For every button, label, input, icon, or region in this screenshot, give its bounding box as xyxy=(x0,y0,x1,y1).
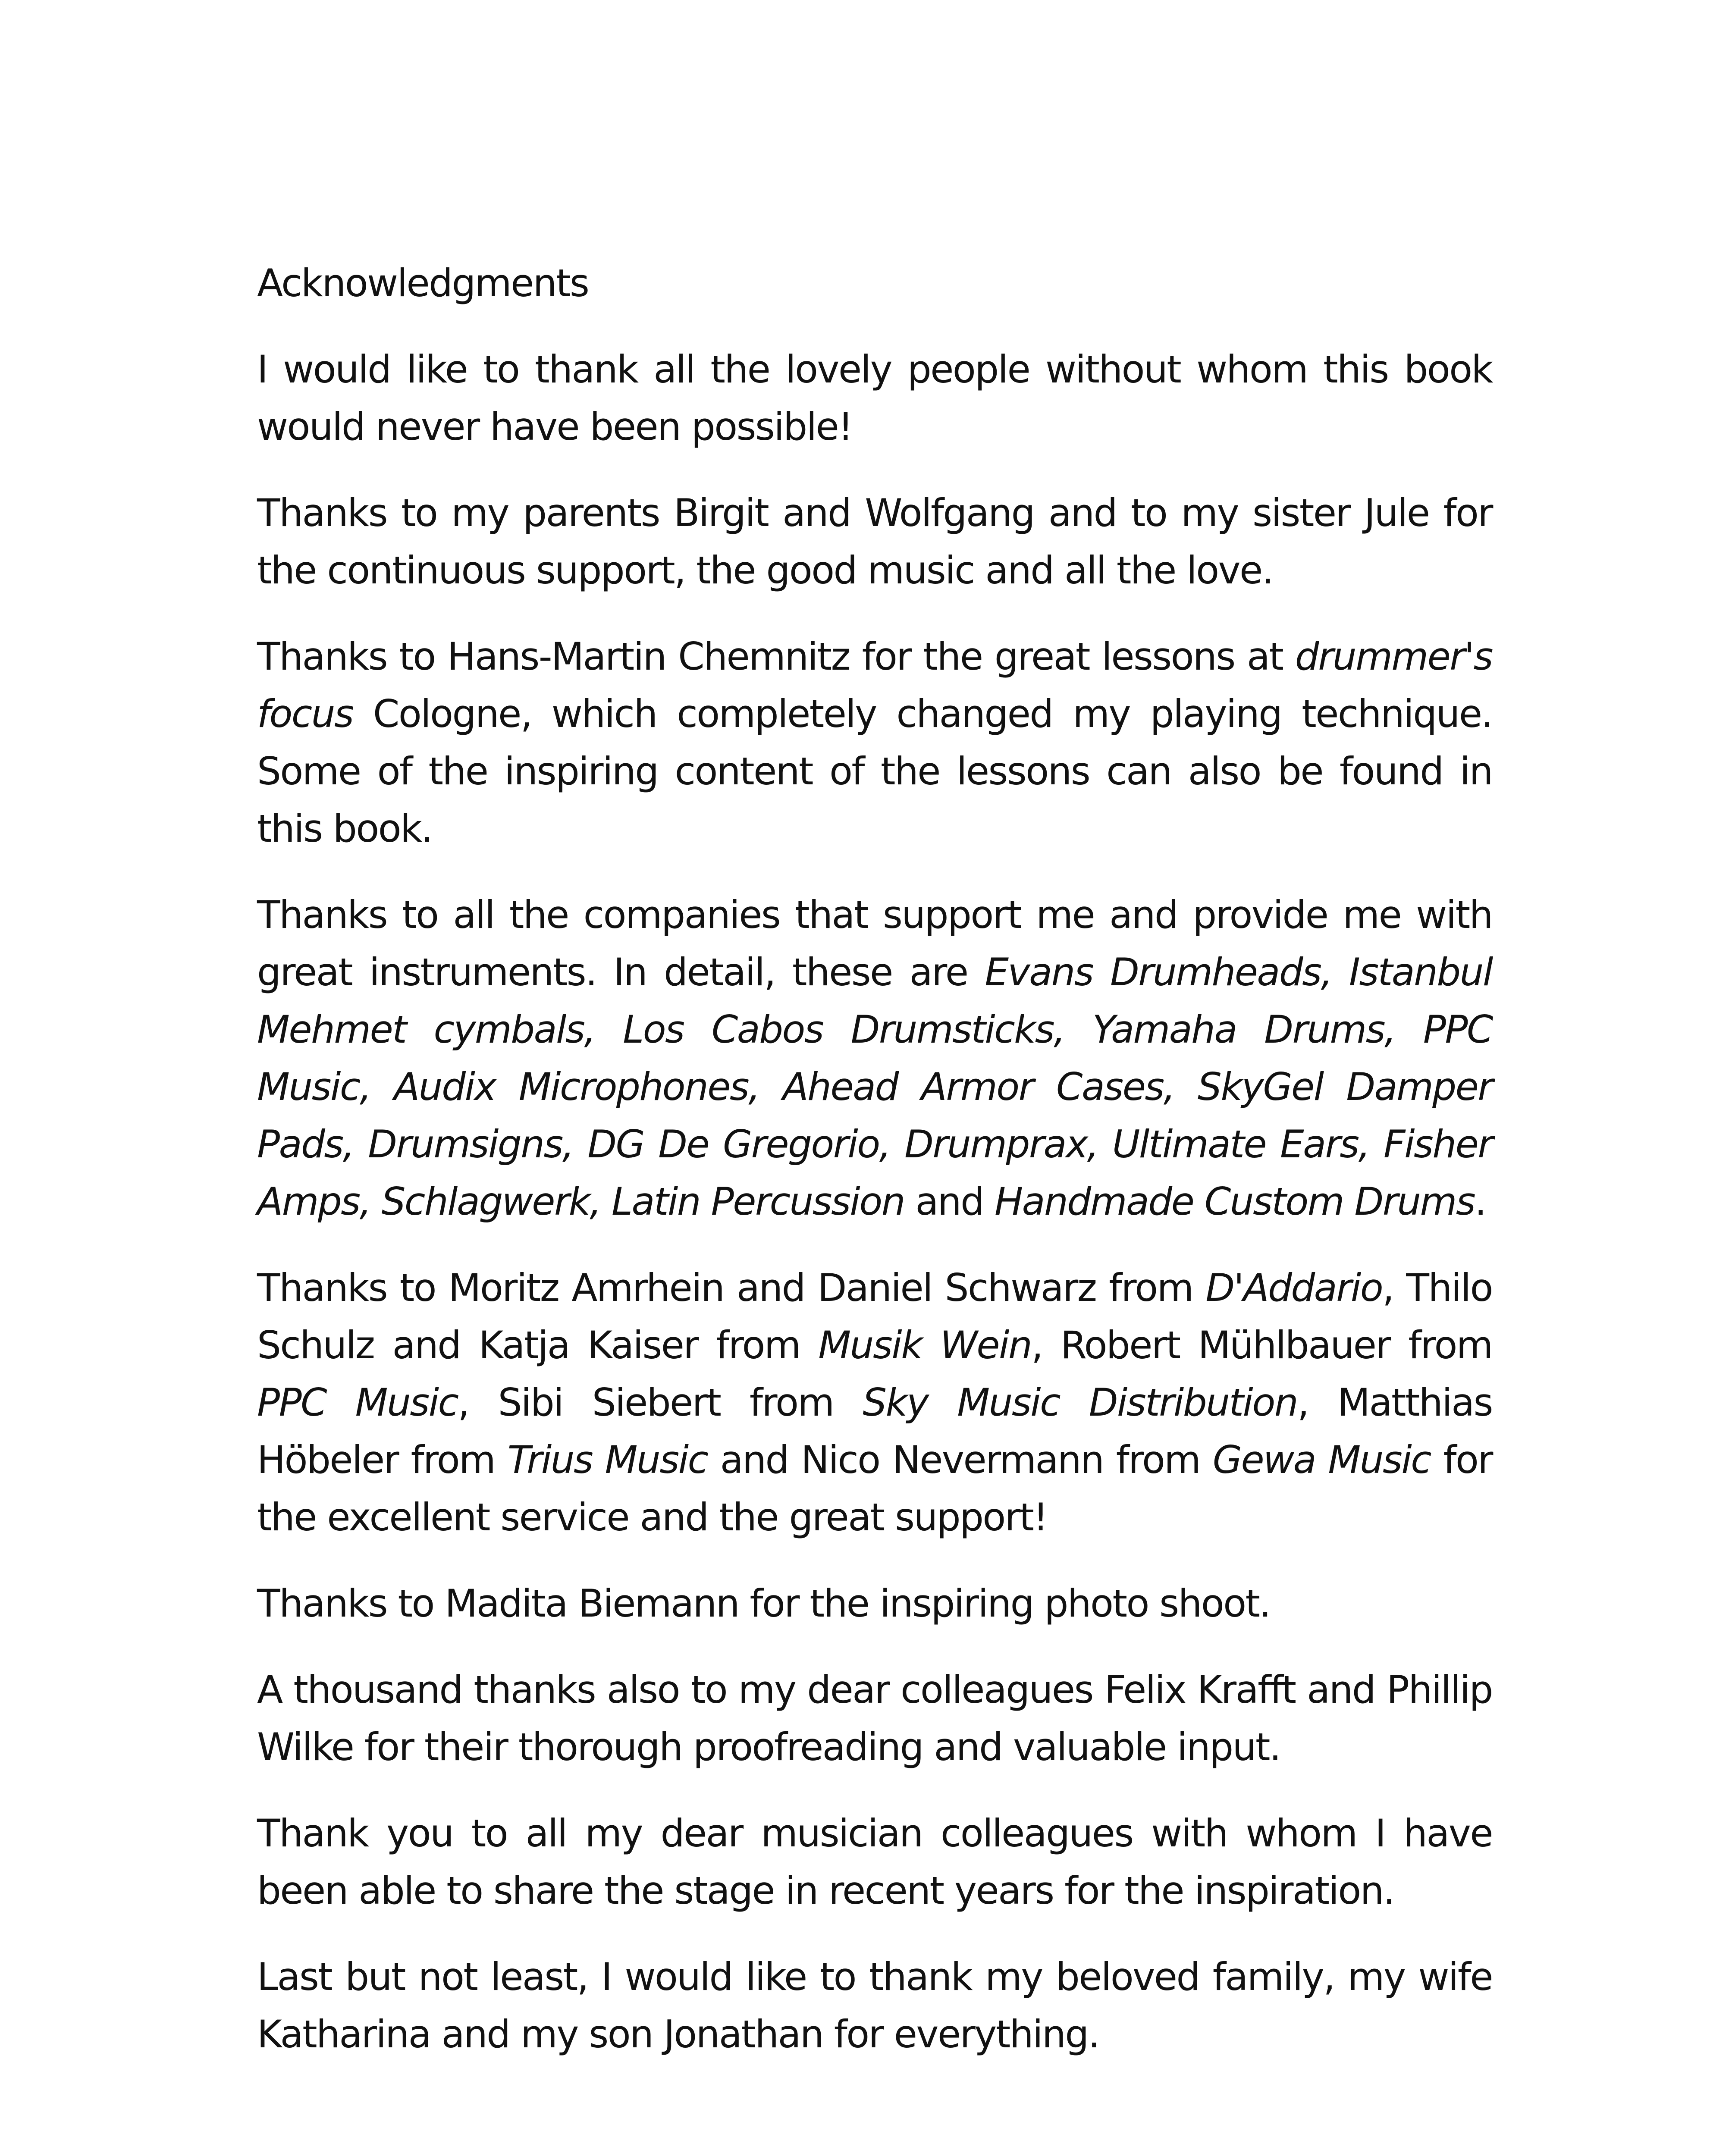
italic-text-run: Trius Music xyxy=(507,1438,708,1482)
paragraph xyxy=(257,886,1492,1230)
italic-text-run: drummer's focus xyxy=(257,634,1492,736)
paragraph xyxy=(257,341,1492,455)
text-run: I would like to thank all the lovely people without whom this book would never have been possible! xyxy=(257,347,1492,449)
italic-text-run: D'Addario xyxy=(1205,1266,1383,1310)
text-run: , Sibi Siebert from xyxy=(458,1380,863,1425)
paragraph xyxy=(257,484,1492,599)
text-run: A thousand thanks also to my dear colleagues Felix Krafft and Phillip Wilke for their thorough proofreading and valuable input. xyxy=(257,1667,1492,1769)
text-run: for the excellent service and the great support! xyxy=(257,1438,1492,1539)
italic-text-run: Sky Music Distribution xyxy=(863,1380,1298,1425)
italic-text-run: Handmade Custom Drums xyxy=(995,1179,1475,1224)
text-run: and xyxy=(904,1179,995,1224)
page-title: Acknowledgments xyxy=(257,261,589,305)
italic-text-run: Musik Wein xyxy=(818,1323,1032,1367)
page-content xyxy=(257,254,1492,2063)
text-run: , Matthias Höbeler from xyxy=(257,1380,1492,1482)
italic-text-run: PPC Music xyxy=(257,1380,458,1425)
text-run: Thanks to all the companies that support me and provide me with great instruments. In detail, these are xyxy=(257,893,1492,994)
paragraph xyxy=(257,1805,1492,1919)
text-run: Cologne, which completely changed my playing technique. Some of the inspiring content of the lessons can also be found in this book. xyxy=(257,692,1492,851)
text-run: and Nico Nevermann from xyxy=(707,1438,1213,1482)
text-run: Thanks to Hans-Martin Chemnitz for the great lessons at xyxy=(257,634,1295,679)
text-run: , Thilo Schulz and Katja Kaiser from xyxy=(257,1266,1493,1367)
text-run: Thank you to all my dear musician colleagues with whom I have been able to share the stage in recent years for the inspiration. xyxy=(257,1811,1492,1913)
text-run: , Robert Mühlbauer from xyxy=(1031,1323,1493,1367)
text-run: Thanks to Moritz Amrhein and Daniel Schwarz from xyxy=(257,1266,1206,1310)
paragraph xyxy=(257,1259,1492,1546)
italic-text-run: Evans Drumheads, Istanbul Mehmet cymbals, Los Cabos Drumsticks, Yamaha Drums, PPC Music, Audix Microphones, Ahead Armor Cases, SkyGel Damper Pads, Drumsigns, DG De Gregorio, Drumprax, Ultimate Ears, Fisher Amps, Schlagwerk, Latin Percussion xyxy=(257,950,1493,1224)
text-run: Thanks to my parents Birgit and Wolfgang and to my sister Jule for the continuous support, the good music and all the love. xyxy=(257,491,1492,592)
paragraph xyxy=(257,1661,1492,1776)
text-run: Thanks to Madita Biemann for the inspiring photo shoot. xyxy=(257,1581,1271,1626)
paragraph xyxy=(257,1948,1492,2063)
text-run: . xyxy=(1475,1179,1486,1224)
paragraph xyxy=(257,1575,1492,1632)
italic-text-run: Gewa Music xyxy=(1212,1438,1431,1482)
paragraph xyxy=(257,628,1492,857)
text-run: Last but not least, I would like to thank my beloved family, my wife Katharina and my son Jonathan for everything. xyxy=(257,1955,1492,2056)
